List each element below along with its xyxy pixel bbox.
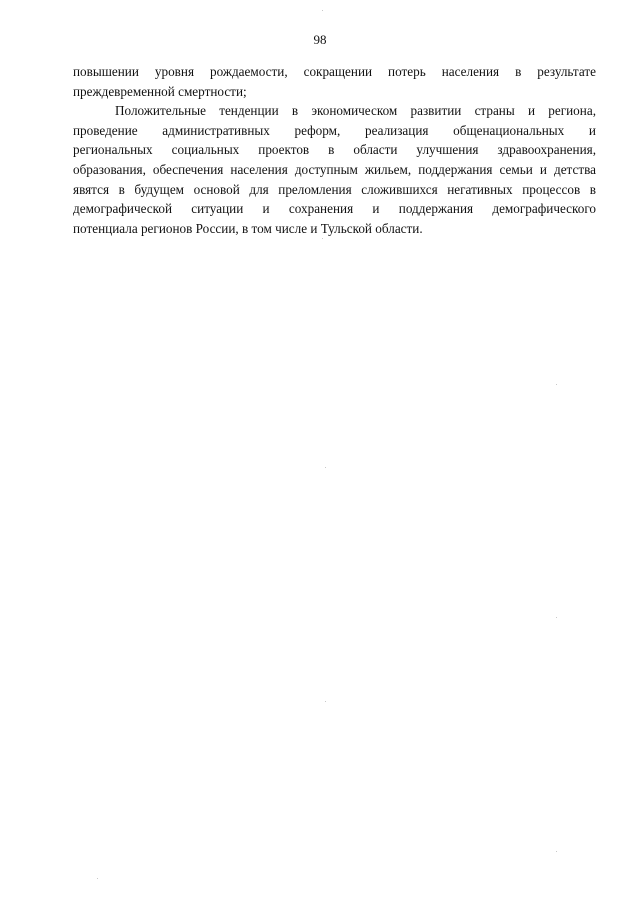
text-line: потенциала регионов России, в том числе и Тульской области. xyxy=(73,220,423,236)
paragraph-2 xyxy=(73,101,596,238)
text-line: демографической ситуации и сохранения и поддержания демографического xyxy=(73,201,596,217)
scan-speck xyxy=(556,851,557,852)
scan-speck xyxy=(325,701,326,702)
page-number: 98 xyxy=(313,32,327,47)
scan-speck xyxy=(556,617,557,618)
text-line: повышении уровня рождаемости, сокращении потерь населения в результате xyxy=(73,64,596,79)
text-line: явятся в будущем основой для преломления сложившихся негативных процессов в xyxy=(73,181,596,197)
scan-speck xyxy=(325,467,326,468)
text-line: проведение административных реформ, реализация общенациональных и xyxy=(73,122,596,138)
text-line: преждевременной смертности; xyxy=(73,83,247,99)
paragraph-1 xyxy=(73,62,596,101)
text-line: Положительные тенденции в экономическом развитии страны и региона, xyxy=(115,103,596,119)
text-line: региональных социальных проектов в области улучшения здравоохранения, xyxy=(73,142,596,158)
body-text xyxy=(73,62,596,238)
scan-speck xyxy=(556,384,557,385)
scan-speck xyxy=(322,238,323,239)
scan-speck xyxy=(322,10,323,11)
scan-speck xyxy=(97,878,98,879)
text-line: образования, обеспечения населения доступным жильем, поддержания семьи и детства xyxy=(73,161,596,177)
